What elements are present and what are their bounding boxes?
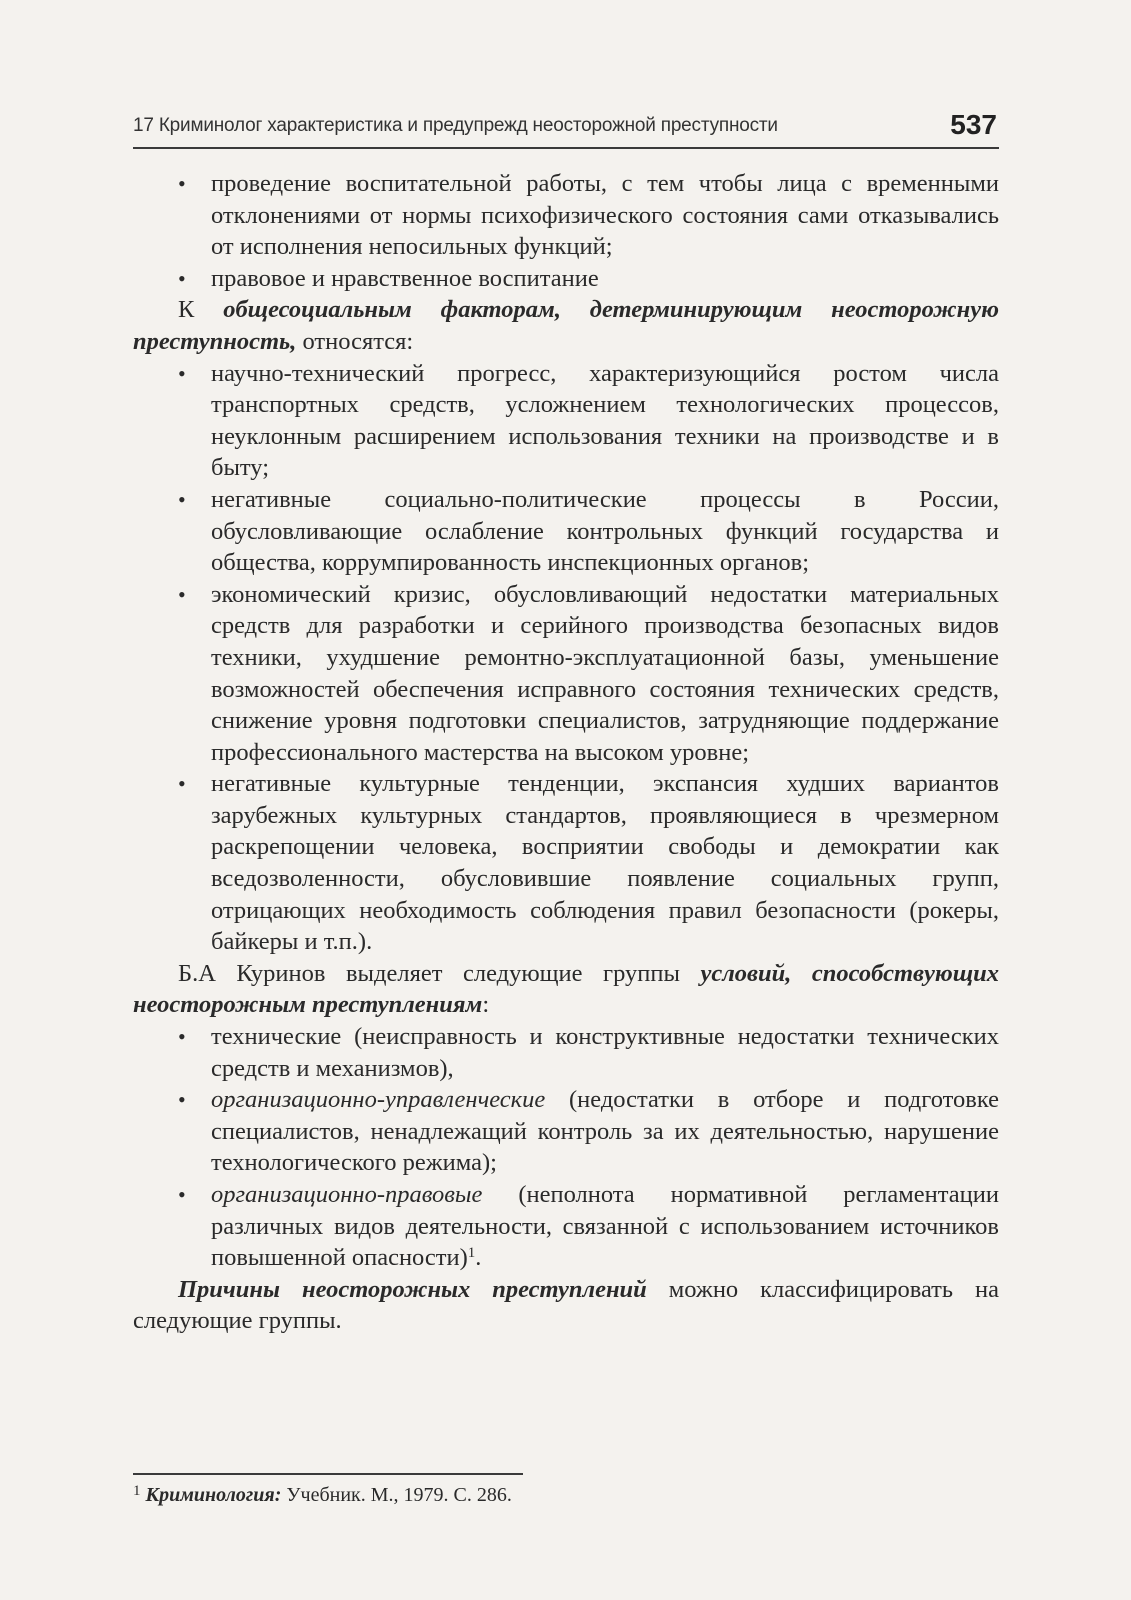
emphasized-term: Причины неосторожных преступлений — [178, 1275, 647, 1303]
list-item-text: (недостатки в отборе и подготовке специалистов, ненадлежащий контроль за их деятельностью, нарушение технологического режима); — [211, 1086, 999, 1177]
list-item-term: организационно-правовые — [211, 1181, 483, 1208]
bullet-icon: • — [178, 1024, 186, 1050]
list-item-text: технические (неисправность и конструктивные недостатки технических средств и механизмов), — [211, 1023, 999, 1082]
footnote-text: Учебник. М., 1979. С. 286. — [281, 1484, 512, 1506]
list-measures — [133, 168, 999, 294]
bullet-icon: • — [178, 265, 186, 291]
list-item — [133, 263, 999, 295]
paragraph-text: К — [178, 296, 224, 324]
bullet-icon: • — [178, 1182, 186, 1207]
list-item — [133, 768, 999, 958]
list-item — [133, 1179, 999, 1274]
footnote-divider — [133, 1473, 523, 1475]
list-item — [133, 579, 999, 769]
list-item — [133, 358, 999, 484]
page-number: 537 — [950, 109, 997, 140]
footnote — [133, 1482, 999, 1508]
list-item-text: (неполнота нормативной регламентации различных видов деятельности, связанной с использованием источников повышенной опасности) — [211, 1181, 999, 1272]
list-item — [133, 484, 999, 579]
running-header — [133, 109, 999, 149]
bullet-icon: • — [178, 486, 186, 512]
emphasized-term: условий, способствующих неосторожным преступлениям — [133, 959, 999, 1019]
list-item-text: экономический кризис, обусловливающий недостатки материальных средств для разработки и серийного производства безопасных видов техники, ухудшение ремонтно-эксплуатационной базы, уменьшение возможностей обеспечения исправного состояния технических средств, снижение уровня подготовки специалистов, затрудняющие поддержание профессионального мастерства на высоком уровне; — [211, 580, 999, 766]
paragraph-text: : — [482, 991, 490, 1019]
paragraph-text: Б.А Куринов выделяет следующие группы — [178, 959, 701, 987]
list-item-text: проведение воспитательной работы, с тем чтобы лица с временными отклонениями от нормы психофизического состояния сами отказывались от исполнения непосильных функций; — [211, 170, 999, 261]
bullet-icon: • — [178, 171, 186, 196]
bullet-icon: • — [178, 1087, 186, 1113]
list-item-text: негативные культурные тенденции, экспансия худших вариантов зарубежных культурных стандартов, проявляющиеся в чрезмерном раскрепощении человека, восприятии свободы и демократии как вседозволенности, обусловившие появление социальных групп, отрицающих необходимость соблюдения правил безопасности (рокеры, байкеры и т.п.). — [211, 770, 999, 956]
list-item-text: . — [475, 1244, 482, 1272]
paragraph-social-factors — [133, 294, 999, 357]
paragraph-causes — [133, 1274, 999, 1337]
list-conditions — [133, 1021, 999, 1274]
bullet-icon: • — [178, 581, 186, 607]
list-item-text: негативные социально-политические процессы в России, обусловливающие ослабление контрольных функций государства и общества, коррумпированность инспекционных органов; — [211, 485, 999, 577]
footnote-reference[interactable]: 1 — [467, 1245, 476, 1262]
paragraph-text: относятся: — [296, 327, 414, 355]
bullet-icon: • — [178, 360, 186, 386]
list-item — [133, 1084, 999, 1179]
list-item-text: правовое и нравственное воспитание — [211, 264, 599, 292]
bullet-icon: • — [178, 771, 186, 797]
list-item — [133, 1021, 999, 1084]
running-title: 17 Криминолог характеристика и предупрежд неосторожной преступности — [133, 115, 778, 136]
paragraph-conditions — [133, 958, 999, 1021]
list-social-factors — [133, 358, 999, 958]
page-body — [133, 168, 999, 1337]
paragraph-text: можно классифицировать на следующие группы. — [133, 1275, 999, 1335]
emphasized-term: общесоциальным факторам, детерминирующим неосторожную преступность, — [133, 296, 999, 355]
list-item-text: научно-технический прогресс, характеризующийся ростом числа транспортных средств, усложнением технологических процессов, неуклонным расширением использования техники на производстве и в быту; — [211, 359, 999, 482]
list-item — [133, 168, 999, 263]
list-item-term: организационно-управленческие — [211, 1086, 546, 1114]
footnote-marker: 1 — [133, 1483, 141, 1499]
footnote-source-title: Криминология: — [145, 1484, 282, 1506]
